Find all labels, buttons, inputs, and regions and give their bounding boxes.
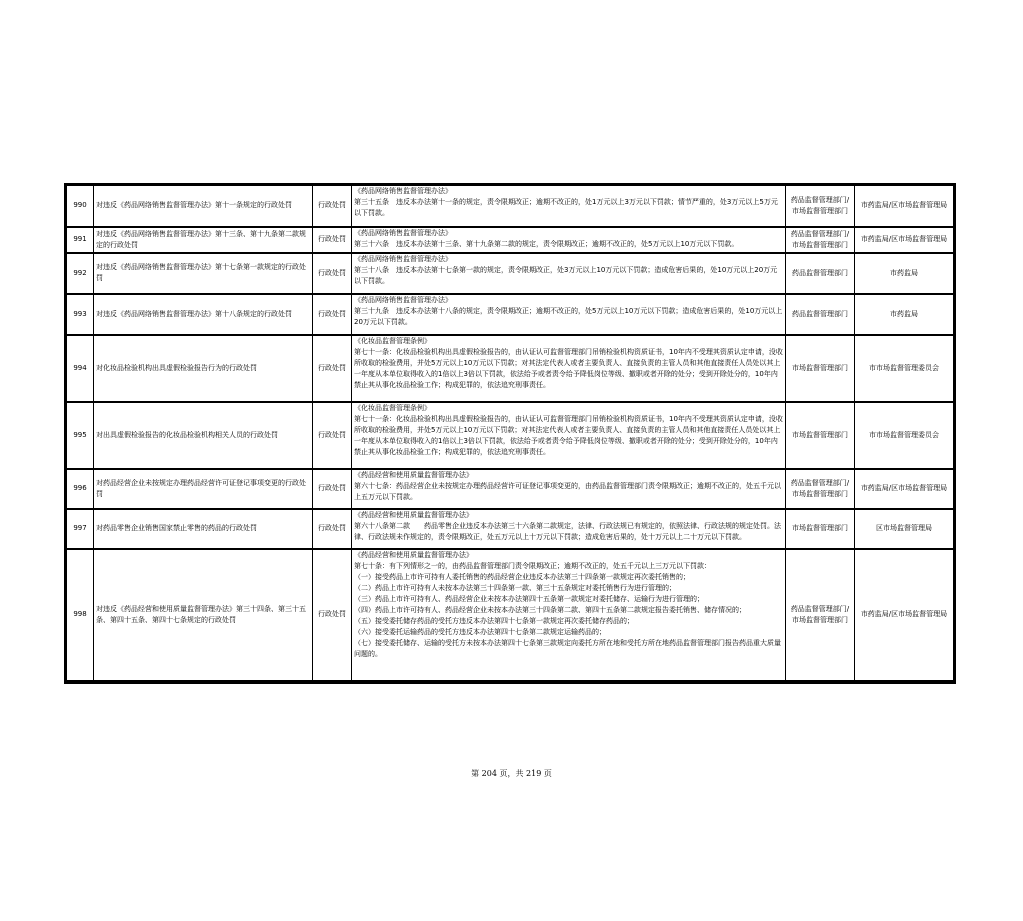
executing-agency-text: 市药监局/区市场监督管理局 (860, 484, 948, 492)
row-number-text: 994 (73, 363, 87, 372)
executing-agency-text: 市药监局/区市场监督管理局 (860, 235, 948, 243)
executing-agency-text: 市药监局/区市场监督管理局 (860, 201, 948, 210)
item-category-text: 行政处罚 (318, 484, 346, 492)
implementing-department (786, 509, 855, 549)
item-name-text: 对违反《药品网络销售监督管理办法》第十八条规定的行政处罚 (96, 309, 292, 318)
item-name-text: 对违反《药品网络销售监督管理办法》第十七条第一款规定的行政处罚 (96, 263, 306, 282)
item-category (313, 227, 352, 253)
executing-agency (855, 469, 954, 509)
item-category-text: 行政处罚 (318, 235, 346, 243)
item-category (313, 294, 352, 335)
table-row (67, 253, 954, 294)
legal-basis (352, 227, 786, 253)
table-body (67, 186, 954, 681)
implementing-department (786, 253, 855, 294)
executing-agency (855, 549, 954, 681)
implementing-department-text: 药品监督管理部门 (792, 268, 848, 277)
item-name (94, 549, 313, 681)
table-row (67, 469, 954, 509)
item-name (94, 294, 313, 335)
executing-agency-text: 市市场监督管理委员会 (869, 363, 939, 372)
implementing-department (786, 186, 855, 227)
item-name (94, 335, 313, 402)
row-number-text: 992 (73, 268, 87, 277)
row-number (67, 469, 94, 509)
item-category-text: 行政处罚 (318, 309, 346, 318)
executing-agency (855, 335, 954, 402)
item-name (94, 186, 313, 227)
legal-basis (352, 253, 786, 294)
item-category-text: 行政处罚 (318, 268, 346, 277)
row-number (67, 186, 94, 227)
implementing-department-text: 市场监督管理部门 (792, 524, 848, 532)
implementing-department (786, 402, 855, 469)
row-number (67, 549, 94, 681)
table-row (67, 549, 954, 681)
row-number-text: 990 (73, 201, 87, 210)
row-number-text: 991 (73, 235, 87, 243)
executing-agency-text: 市药监局/区市场监督管理局 (860, 610, 948, 618)
item-category-text: 行政处罚 (318, 201, 346, 210)
legal-basis (352, 335, 786, 402)
row-number (67, 335, 94, 402)
table-row (67, 402, 954, 469)
implementing-department (786, 294, 855, 335)
item-name (94, 402, 313, 469)
table-row (67, 335, 954, 402)
executing-agency-text: 市市场监督管理委员会 (869, 430, 939, 439)
implementing-department-text: 药品监督管理部门/市场监督管理部门 (790, 229, 850, 249)
item-name (94, 253, 313, 294)
implementing-department (786, 335, 855, 402)
row-number-text: 995 (73, 430, 87, 439)
executing-agency-text: 市药监局 (890, 309, 918, 318)
item-name-text: 对违反《药品网络销售监督管理办法》第十三条、第十九条第二款规定的行政处罚 (96, 229, 306, 249)
implementing-department (786, 469, 855, 509)
item-category (313, 402, 352, 469)
implementing-department (786, 549, 855, 681)
row-number (67, 294, 94, 335)
legal-basis (352, 549, 786, 681)
row-number-text: 993 (73, 309, 87, 318)
item-name (94, 227, 313, 253)
row-number (67, 227, 94, 253)
executing-agency (855, 186, 954, 227)
executing-agency (855, 509, 954, 549)
item-name-text: 对违反《药品经营和使用质量监督管理办法》第三十四条、第三十五条、第四十五条、第四十七条规定的行政处罚 (96, 604, 306, 624)
item-category-text: 行政处罚 (318, 610, 346, 618)
legal-basis-text: 《化妆品监督管理条例》 第七十一条：化妆品检验机构出具虚假检验报告的，由认证认可监督管理部门吊销检验机构资质证书，10年内不受理其资质认定申请，没收所收取的检验费用，并处5万元以上10万元以下罚款；对其法定代表人或者主要负责人、直接负责的主管人员和其他直接责任人员处以其上一年度从本单位取得收入的1倍以上3倍以下罚款，依法给予或者责令给予降低岗位等级、撤职或者开除的处分；受到开除处分的，10年内禁止其从事化妆品检验工作；构成犯罪的，依法追究刑事责任。 (354, 403, 783, 456)
row-number-text: 997 (73, 524, 87, 532)
item-category-text: 行政处罚 (318, 524, 346, 532)
item-name-text: 对化妆品检验机构出具虚假检验报告行为的行政处罚 (96, 363, 257, 372)
implementing-department-text: 市场监督管理部门 (792, 363, 848, 372)
page-footer: 第 204 页，共 219 页 (471, 769, 552, 778)
executing-agency (855, 402, 954, 469)
item-name (94, 469, 313, 509)
legal-basis-text: 《药品经营和使用质量监督管理办法》 第七十条：有下列情形之一的，由药品监督管理部门责令限期改正；逾期不改正的，处五千元以上三万元以下罚款： （一）接受药品上市许可持有人委托销售的药品经营企业违反本办法第三十四条第一款规定再次委托销售的； （二）药品上市许可持有人未按本办法第三十四条第一款、第三十五条规定对委托销售行为进行管理的； （三）药品上市许可持有人、药品经营企业未按本办法第四十五条第一款规定对委托储存、运输行为进行管理的； （四）药品上市许可持有人、药品经营企业未按本办法第三十四条第二款、第四十五条第二款规定报告委托销售、储存情况的； （五）接受委托储存药品的受托方违反本办法第四十七条第一款规定再次委托储存药品的； （六）接受委托运输药品的受托方违反本办法第四十七条第二款规定运输药品的； （七）接受委托储存、运输的受托方未按本办法第四十七条第三款规定向委托方所在地和受托方所在地药品监督管理部门报告药品重大质量问题的。 (354, 550, 781, 658)
item-category (313, 469, 352, 509)
implementing-department-text: 药品监督管理部门/市场监督管理部门 (790, 604, 850, 624)
implementing-department (786, 227, 855, 253)
row-number (67, 509, 94, 549)
implementing-department-text: 药品监督管理部门/市场监督管理部门 (790, 195, 850, 215)
item-name-text: 对药品零售企业销售国家禁止零售的药品的行政处罚 (96, 524, 257, 532)
implementing-department-text: 药品监督管理部门/市场监督管理部门 (790, 478, 850, 498)
item-category (313, 253, 352, 294)
item-name (94, 509, 313, 549)
legal-basis-text: 《药品网络销售监督管理办法》 第三十八条 违反本办法第十七条第一款的规定，责令限期改正，处3万元以上10万元以下罚款；造成危害后果的，处10万元以上20万元以下罚款。 (354, 254, 778, 285)
row-number (67, 402, 94, 469)
executing-agency-text: 区市场监督管理局 (876, 524, 932, 532)
legal-basis (352, 469, 786, 509)
item-category (313, 186, 352, 227)
item-category-text: 行政处罚 (318, 430, 346, 439)
table-row (67, 294, 954, 335)
item-category (313, 335, 352, 402)
legal-basis (352, 402, 786, 469)
legal-basis-text: 《药品经营和使用质量监督管理办法》 第六十八条第二款 药品零售企业违反本办法第三十六条第二款规定，法律、行政法规已有规定的，依照法律、行政法规的规定处罚。法律、行政法规未作规定的，责令限期改正，处五万元以上十万元以下罚款；造成危害后果的，处十万元以上二十万元以下罚款。 (354, 510, 781, 541)
penalty-table (66, 185, 954, 682)
legal-basis (352, 186, 786, 227)
row-number-text: 996 (73, 484, 87, 492)
row-number (67, 253, 94, 294)
legal-basis (352, 294, 786, 335)
table-row (67, 227, 954, 253)
item-name-text: 对违反《药品网络销售监督管理办法》第十一条规定的行政处罚 (96, 201, 292, 210)
executing-agency (855, 227, 954, 253)
executing-agency (855, 253, 954, 294)
item-category (313, 509, 352, 549)
item-name-text: 对出具虚假检验报告的化妆品检验机构相关人员的行政处罚 (96, 430, 278, 439)
legal-basis-text: 《药品经营和使用质量监督管理办法》 第六十七条：药品经营企业未按规定办理药品经营许可证登记事项变更的，由药品监督管理部门责令限期改正；逾期不改正的，处五千元以上五万元以下罚款。 (354, 470, 781, 501)
legal-basis (352, 509, 786, 549)
legal-basis-text: 《药品网络销售监督管理办法》 第三十九条 违反本办法第十八条的规定，责令限期改正；逾期不改正的，处5万元以上10万元以下罚款；造成危害后果的，处10万元以上20万元以下罚款。 (354, 295, 783, 326)
row-number-text: 998 (73, 610, 87, 618)
legal-basis-text: 《药品网络销售监督管理办法》 第三十六条 违反本办法第十三条、第十九条第二款的规定，责令限期改正；逾期不改正的，处5万元以上10万元以下罚款。 (354, 228, 739, 248)
executing-agency-text: 市药监局 (890, 268, 918, 277)
legal-basis-text: 《化妆品监督管理条例》 第七十一条：化妆品检验机构出具虚假检验报告的，由认证认可监督管理部门吊销检验机构资质证书，10年内不受理其资质认定申请，没收所收取的检验费用，并处5万元以上10万元以下罚款；对其法定代表人或者主要负责人、直接负责的主管人员和其他直接责任人员处以其上一年度从本单位取得收入的1倍以上3倍以下罚款，依法给予或者责令给予降低岗位等级、撤职或者开除的处分；受到开除处分的，10年内禁止其从事化妆品检验工作；构成犯罪的，依法追究刑事责任。 (354, 336, 783, 389)
item-name-text: 对药品经营企业未按规定办理药品经营许可证登记事项变更的行政处罚 (96, 478, 306, 498)
item-category-text: 行政处罚 (318, 363, 346, 372)
implementing-department-text: 市场监督管理部门 (792, 430, 848, 439)
legal-basis-text: 《药品网络销售监督管理办法》 第三十五条 违反本办法第十一条的规定，责令限期改正；逾期不改正的，处1万元以上3万元以下罚款；情节严重的，处3万元以上5万元以下罚款。 (354, 187, 778, 217)
executing-agency (855, 294, 954, 335)
item-category (313, 549, 352, 681)
table-row (67, 509, 954, 549)
implementing-department-text: 药品监督管理部门 (792, 309, 848, 318)
table-row (67, 186, 954, 227)
